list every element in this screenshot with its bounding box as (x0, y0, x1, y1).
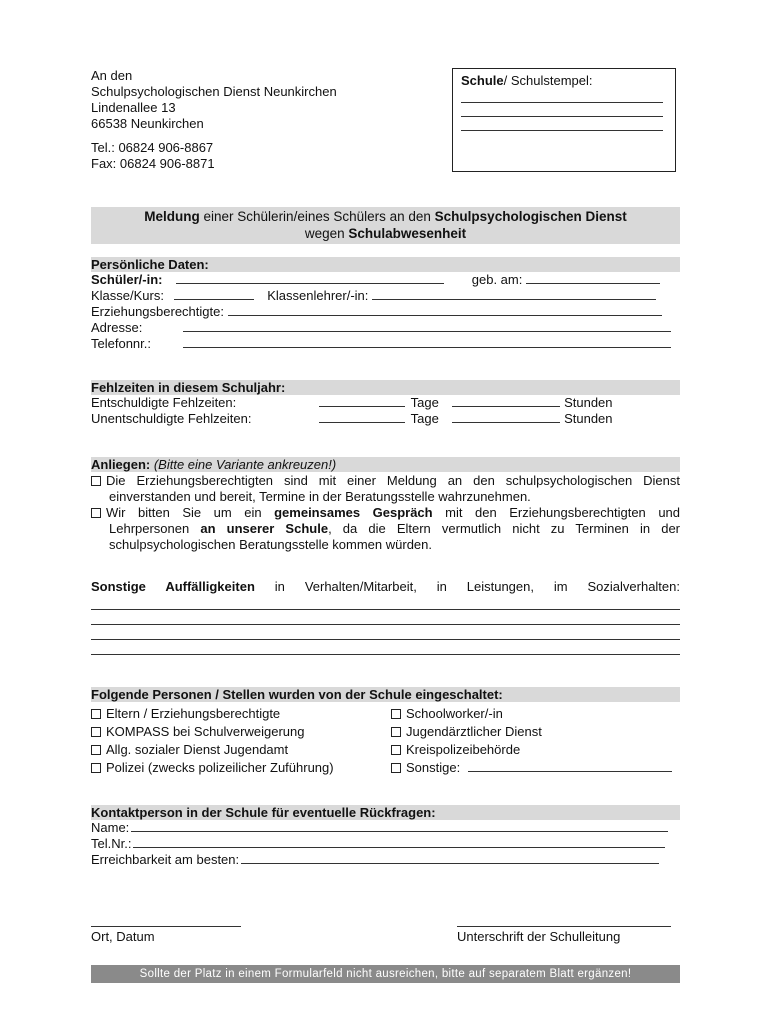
signature-line[interactable] (457, 926, 671, 927)
persons-option: Eltern / Erziehungsberechtigte (106, 706, 281, 721)
unexcused-days-field[interactable] (319, 411, 405, 423)
concern-option-2-text: Wir bitten Sie um ein (106, 505, 275, 520)
persons-checkbox[interactable] (91, 709, 101, 719)
teacher-label: Klassenlehrer/-in: (267, 288, 369, 303)
days-label: Tage (410, 411, 439, 426)
persons-option: Allg. sozialer Dienst Jugendamt (106, 742, 289, 757)
persons-option: Schoolworker/-in (406, 706, 503, 721)
persons-option: Jugendärztlicher Dienst (406, 724, 542, 739)
excused-hours-field[interactable] (452, 395, 560, 407)
absence-section (91, 380, 680, 427)
contact-name-label: Name: (91, 820, 130, 835)
contact-tel-label: Tel.Nr.: (91, 836, 132, 851)
other-persons-field[interactable] (468, 760, 672, 772)
persons-checkbox[interactable] (91, 745, 101, 755)
persons-checkbox[interactable] (391, 709, 401, 719)
address-field[interactable] (183, 320, 671, 332)
persons-section (91, 687, 680, 777)
concern-option-2-bold: an unserer Schule (200, 521, 329, 536)
section-heading: Anliegen: (91, 457, 151, 472)
other-line[interactable] (91, 610, 680, 625)
student-label: Schüler/-in: (91, 272, 163, 287)
class-field[interactable] (174, 288, 254, 300)
concern-option-2-bold: gemeinsames Gespräch (274, 505, 433, 520)
concern-section (91, 457, 680, 553)
concern-option-2-text: , da die Eltern vermutlich nicht zu Terminen in der (328, 521, 681, 536)
other-section (91, 579, 680, 655)
section-heading: Sonstige Auffälligkeiten (91, 579, 255, 594)
days-label: Tage (410, 395, 439, 410)
class-label: Klasse/Kurs: (91, 288, 164, 303)
footer-note: Sollte der Platz in einem Formularfeld nicht ausreichen, bitte auf separatem Blatt ergänzen! (91, 965, 680, 983)
address-line: Lindenallee 13 (91, 100, 176, 115)
recipient-address (91, 68, 337, 172)
title-bold: Schulpsychologischen Dienst (434, 209, 627, 224)
persons-checkbox[interactable] (91, 727, 101, 737)
section-heading: Persönliche Daten: (91, 257, 209, 272)
form-title (91, 207, 680, 244)
hours-label: Stunden (564, 395, 613, 410)
unexcused-label: Unentschuldigte Fehlzeiten: (91, 411, 252, 426)
concern-option-2-text: schulpsychologischen Beratungsstelle kommen würden. (109, 537, 433, 552)
stamp-label-bold: Schule (461, 73, 504, 88)
address-line: 66538 Neunkirchen (91, 116, 204, 131)
stamp-line (461, 103, 663, 117)
hours-label: Stunden (564, 411, 613, 426)
excused-label: Entschuldigte Fehlzeiten: (91, 395, 237, 410)
phone-label: Telefonnr.: (91, 336, 151, 351)
place-date-line[interactable] (91, 926, 241, 927)
persons-checkbox[interactable] (391, 727, 401, 737)
persons-checkbox[interactable] (91, 763, 101, 773)
guardian-label: Erziehungsberechtigte: (91, 304, 224, 319)
concern-hint: (Bitte eine Variante ankreuzen!) (150, 457, 337, 472)
contact-reach-label: Erreichbarkeit am besten: (91, 852, 240, 867)
concern-option-1-checkbox[interactable] (91, 476, 101, 486)
title-bold: Meldung (144, 209, 200, 224)
stamp-line (461, 89, 663, 103)
title-bold: Schulabwesenheit (348, 226, 467, 241)
birth-label: geb. am: (471, 272, 523, 287)
other-line[interactable] (91, 625, 680, 640)
fax-line: Fax: 06824 906-8871 (91, 156, 215, 171)
persons-checkbox[interactable] (391, 763, 401, 773)
teacher-field[interactable] (372, 288, 656, 300)
tel-line: Tel.: 06824 906-8867 (91, 140, 214, 155)
student-field[interactable] (176, 272, 444, 284)
section-heading: Folgende Personen / Stellen wurden von der Schule eingeschaltet: (91, 687, 503, 702)
title-text: einer Schülerin/eines Schülers an den (199, 209, 435, 224)
section-heading: Kontaktperson in der Schule für eventuelle Rückfragen: (91, 805, 436, 820)
stamp-label: / Schulstempel: (503, 73, 593, 88)
guardian-field[interactable] (228, 304, 662, 316)
stamp-line (461, 117, 663, 131)
concern-option-2-text: Lehrpersonen (109, 521, 201, 536)
persons-checkbox[interactable] (391, 745, 401, 755)
concern-option-1-text: einverstanden und bereit, Termine in der Beratungsstelle wahrzunehmen. (109, 489, 531, 504)
persons-option: KOMPASS bei Schulverweigerung (106, 724, 305, 739)
contact-section (91, 805, 680, 868)
address-line: Schulpsychologischen Dienst Neunkirchen (91, 84, 337, 99)
other-heading-text: in Verhalten/Mitarbeit, in Leistungen, im Sozialverhalten: (254, 579, 680, 594)
persons-option: Polizei (zwecks polizeilicher Zuführung) (106, 760, 334, 775)
birth-field[interactable] (526, 272, 660, 284)
address-label: Adresse: (91, 320, 143, 335)
other-line[interactable] (91, 595, 680, 610)
persons-option: Kreispolizeibehörde (406, 742, 521, 757)
excused-days-field[interactable] (319, 395, 405, 407)
other-line[interactable] (91, 640, 680, 655)
address-line: An den (91, 68, 133, 83)
concern-option-1-text: Die Erziehungsberechtigten sind mit einer Meldung an den schulpsychologischen Dienst (106, 473, 680, 488)
concern-option-2-checkbox[interactable] (91, 508, 101, 518)
phone-field[interactable] (183, 336, 671, 348)
contact-name-field[interactable] (131, 820, 668, 832)
concern-option-2-text: mit den Erziehungsberechtigten und (432, 505, 681, 520)
title-text: wegen (304, 226, 349, 241)
unexcused-hours-field[interactable] (452, 411, 560, 423)
section-heading: Fehlzeiten in diesem Schuljahr: (91, 380, 286, 395)
place-date-label: Ort, Datum (91, 929, 155, 944)
persons-option: Sonstige: (406, 760, 461, 775)
school-stamp-box[interactable] (452, 68, 676, 172)
personal-section (91, 257, 680, 352)
signature-label: Unterschrift der Schulleitung (457, 929, 621, 944)
contact-tel-field[interactable] (133, 836, 665, 848)
contact-reach-field[interactable] (241, 852, 659, 864)
